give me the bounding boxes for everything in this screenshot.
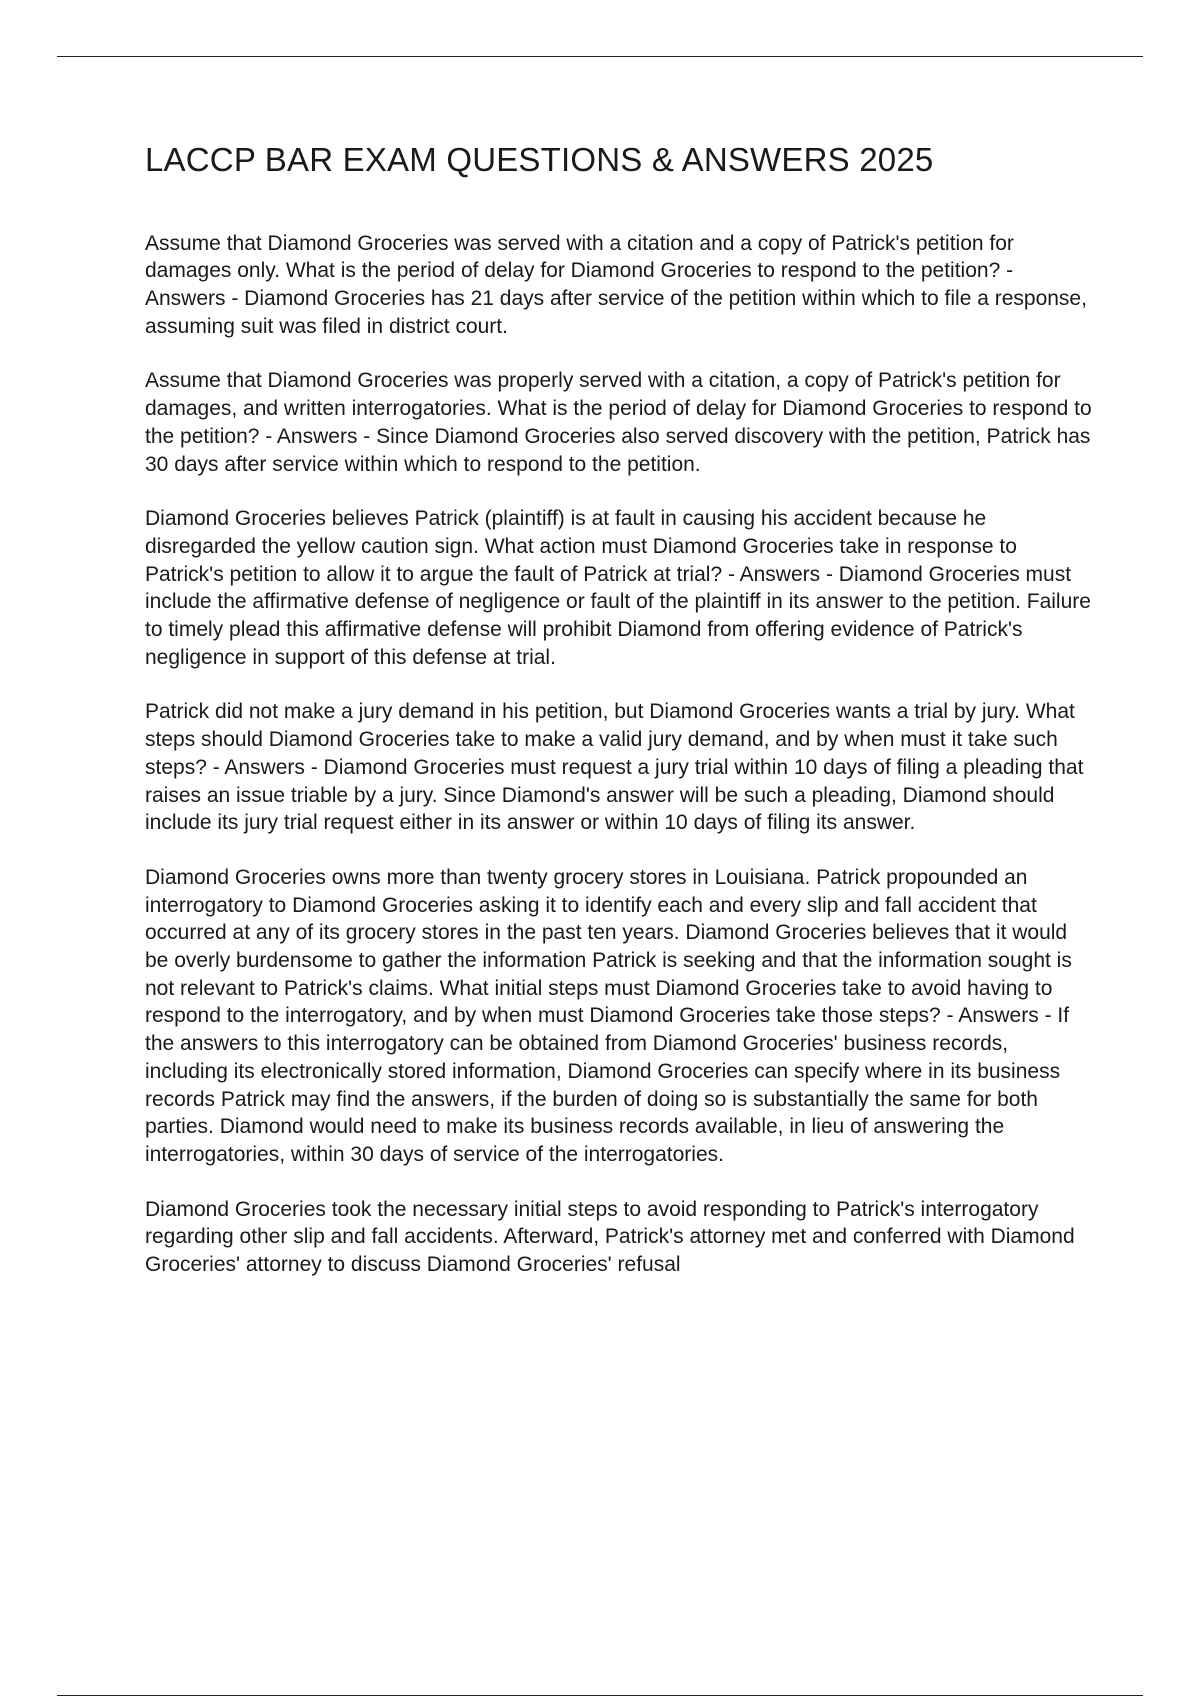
qa-paragraph-6: Diamond Groceries took the necessary initial steps to avoid responding to Patrick's interrogatory regarding other slip and fall accidents. Afterward, Patrick's attorney met and conferred with Diamond Groceries' attorney to discuss Diamond Groceries' refusal	[145, 1197, 1075, 1277]
qa-paragraph-1: Assume that Diamond Groceries was served with a citation and a copy of Patrick's petition for damages only. What is the period of delay for Diamond Groceries to respond to the petition? - Answers - Diamond Groceries has 21 days after service of the petition within which to file a response, assuming suit was filed in district court.	[145, 231, 1087, 338]
qa-paragraph-2: Assume that Diamond Groceries was properly served with a citation, a copy of Patrick's petition for damages, and written interrogatories. What is the period of delay for Diamond Groceries to respond to the petition? - Answers - Since Diamond Groceries also served discovery with the petition, Patrick has 30 days after service within which to respond to the petition.	[145, 369, 1092, 476]
qa-paragraph-5: Diamond Groceries owns more than twenty grocery stores in Louisiana. Patrick propounded an interrogatory to Diamond Groceries asking it to identify each and every slip and fall accident that occurred at any of its grocery stores in the past ten years. Diamond Groceries believes that it would be overly burdensome to gather the information Patrick is seeking and that the information sought is not relevant to Patrick's claims. What initial steps must Diamond Groceries take to avoid having to respond to the interrogatory, and by when must Diamond Groceries take those steps? - Answers - If the answers to this interrogatory can be obtained from Diamond Groceries' business records, including its electronically stored information, Diamond Groceries can specify where in its business records Patrick may find the answers, if the burden of doing so is substantially the same for both parties. Diamond would need to make its business records available, in lieu of answering the interrogatories, within 30 days of service of the interrogatories.	[145, 865, 1072, 1166]
qa-paragraph-4: Patrick did not make a jury demand in his petition, but Diamond Groceries wants a trial by jury. What steps should Diamond Groceries take to make a valid jury demand, and by when must it take such steps? - Answers - Diamond Groceries must request a jury trial within 10 days of filing a pleading that raises an issue triable by a jury. Since Diamond's answer will be such a pleading, Diamond should include its jury trial request either in its answer or within 10 days of filing its answer.	[145, 700, 1084, 835]
document-title: LACCP BAR EXAM QUESTIONS & ANSWERS 2025	[145, 141, 934, 178]
qa-paragraph-3: Diamond Groceries believes Patrick (plaintiff) is at fault in causing his accident because he disregarded the yellow caution sign. What action must Diamond Groceries take in response to Patrick's petition to allow it to argue the fault of Patrick at trial? - Answers - Diamond Groceries must include the affirmative defense of negligence or fault of the plaintiff in its answer to the petition. Failure to timely plead this affirmative defense will prohibit Diamond from offering evidence of Patrick's negligence in support of this defense at trial.	[145, 507, 1091, 669]
top-divider	[57, 56, 1143, 57]
document-body	[145, 140, 1095, 1306]
bottom-divider	[57, 1695, 1143, 1696]
